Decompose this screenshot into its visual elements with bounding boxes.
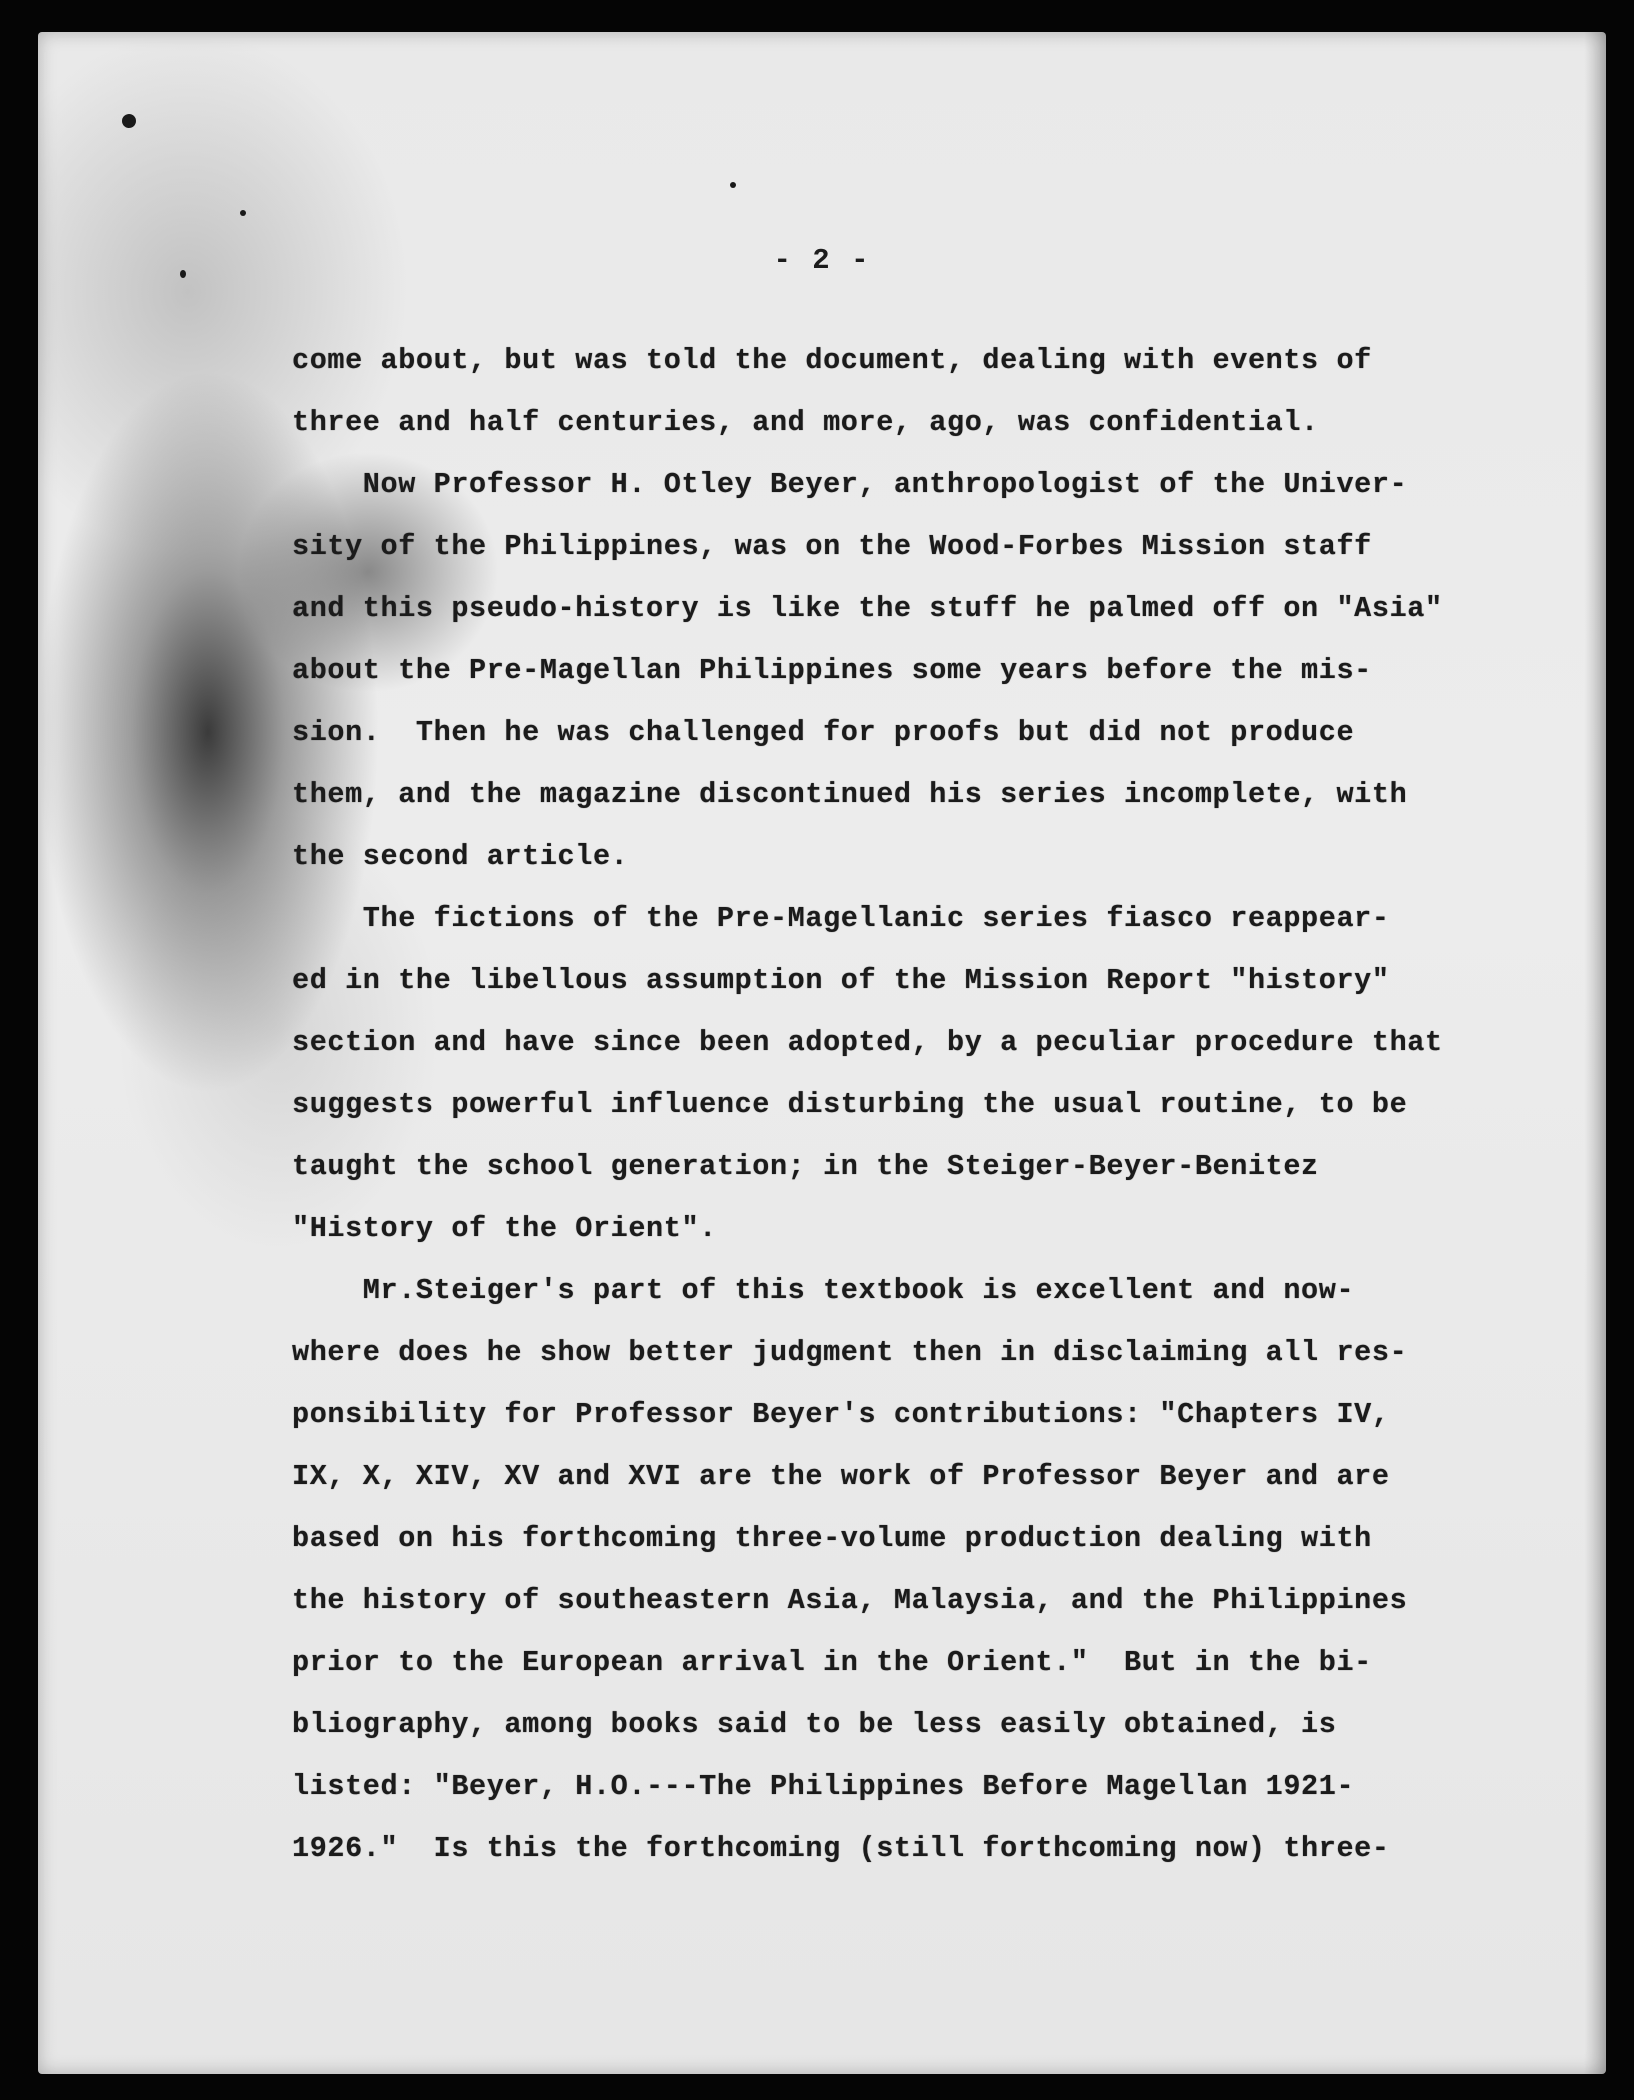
text-line: 1926." Is this the forthcoming (still forthcoming now) three- [292, 1832, 1390, 1865]
punch-hole-mark [730, 182, 736, 188]
text-line: sity of the Philippines, was on the Wood-Forbes Mission staff [292, 530, 1372, 563]
text-line: the second article. [292, 840, 629, 873]
text-line: sion. Then he was challenged for proofs but did not produce [292, 716, 1355, 749]
text-line: and this pseudo-history is like the stuff he palmed off on "Asia" [292, 592, 1443, 625]
typed-body-text [292, 330, 1532, 1880]
text-line: section and have since been adopted, by a peculiar procedure that [292, 1026, 1443, 1059]
page-number: - 2 - [773, 244, 871, 277]
text-line: ed in the libellous assumption of the Mission Report "history" [292, 964, 1390, 997]
text-line: based on his forthcoming three-volume production dealing with [292, 1522, 1372, 1555]
text-line: suggests powerful influence disturbing the usual routine, to be [292, 1088, 1408, 1121]
text-line: taught the school generation; in the Steiger-Beyer-Benitez [292, 1150, 1319, 1183]
text-line: listed: "Beyer, H.O.---The Philippines Before Magellan 1921- [292, 1770, 1355, 1803]
text-line: the history of southeastern Asia, Malaysia, and the Philippines [292, 1584, 1408, 1617]
text-line: where does he show better judgment then in disclaiming all res- [292, 1336, 1408, 1369]
text-line: them, and the magazine discontinued his series incomplete, with [292, 778, 1408, 811]
text-line: "History of the Orient". [292, 1212, 717, 1245]
punch-hole-mark [240, 210, 246, 216]
text-line: The fictions of the Pre-Magellanic series fiasco reappear- [292, 902, 1390, 935]
text-line: Now Professor H. Otley Beyer, anthropologist of the Univer- [292, 468, 1408, 501]
paper-edge-shadow [1584, 32, 1606, 2074]
text-line: ponsibility for Professor Beyer's contributions: "Chapters IV, [292, 1398, 1390, 1431]
text-line: Mr.Steiger's part of this textbook is excellent and now- [292, 1274, 1355, 1307]
text-line: about the Pre-Magellan Philippines some years before the mis- [292, 654, 1372, 687]
text-line: three and half centuries, and more, ago, was confidential. [292, 406, 1319, 439]
text-line: bliography, among books said to be less easily obtained, is [292, 1708, 1337, 1741]
text-line: come about, but was told the document, dealing with events of [292, 344, 1372, 377]
punch-hole-mark [122, 114, 136, 128]
text-line: prior to the European arrival in the Orient." But in the bi- [292, 1646, 1372, 1679]
text-line: IX, X, XIV, XV and XVI are the work of Professor Beyer and are [292, 1460, 1390, 1493]
paper-sheet [38, 32, 1606, 2074]
